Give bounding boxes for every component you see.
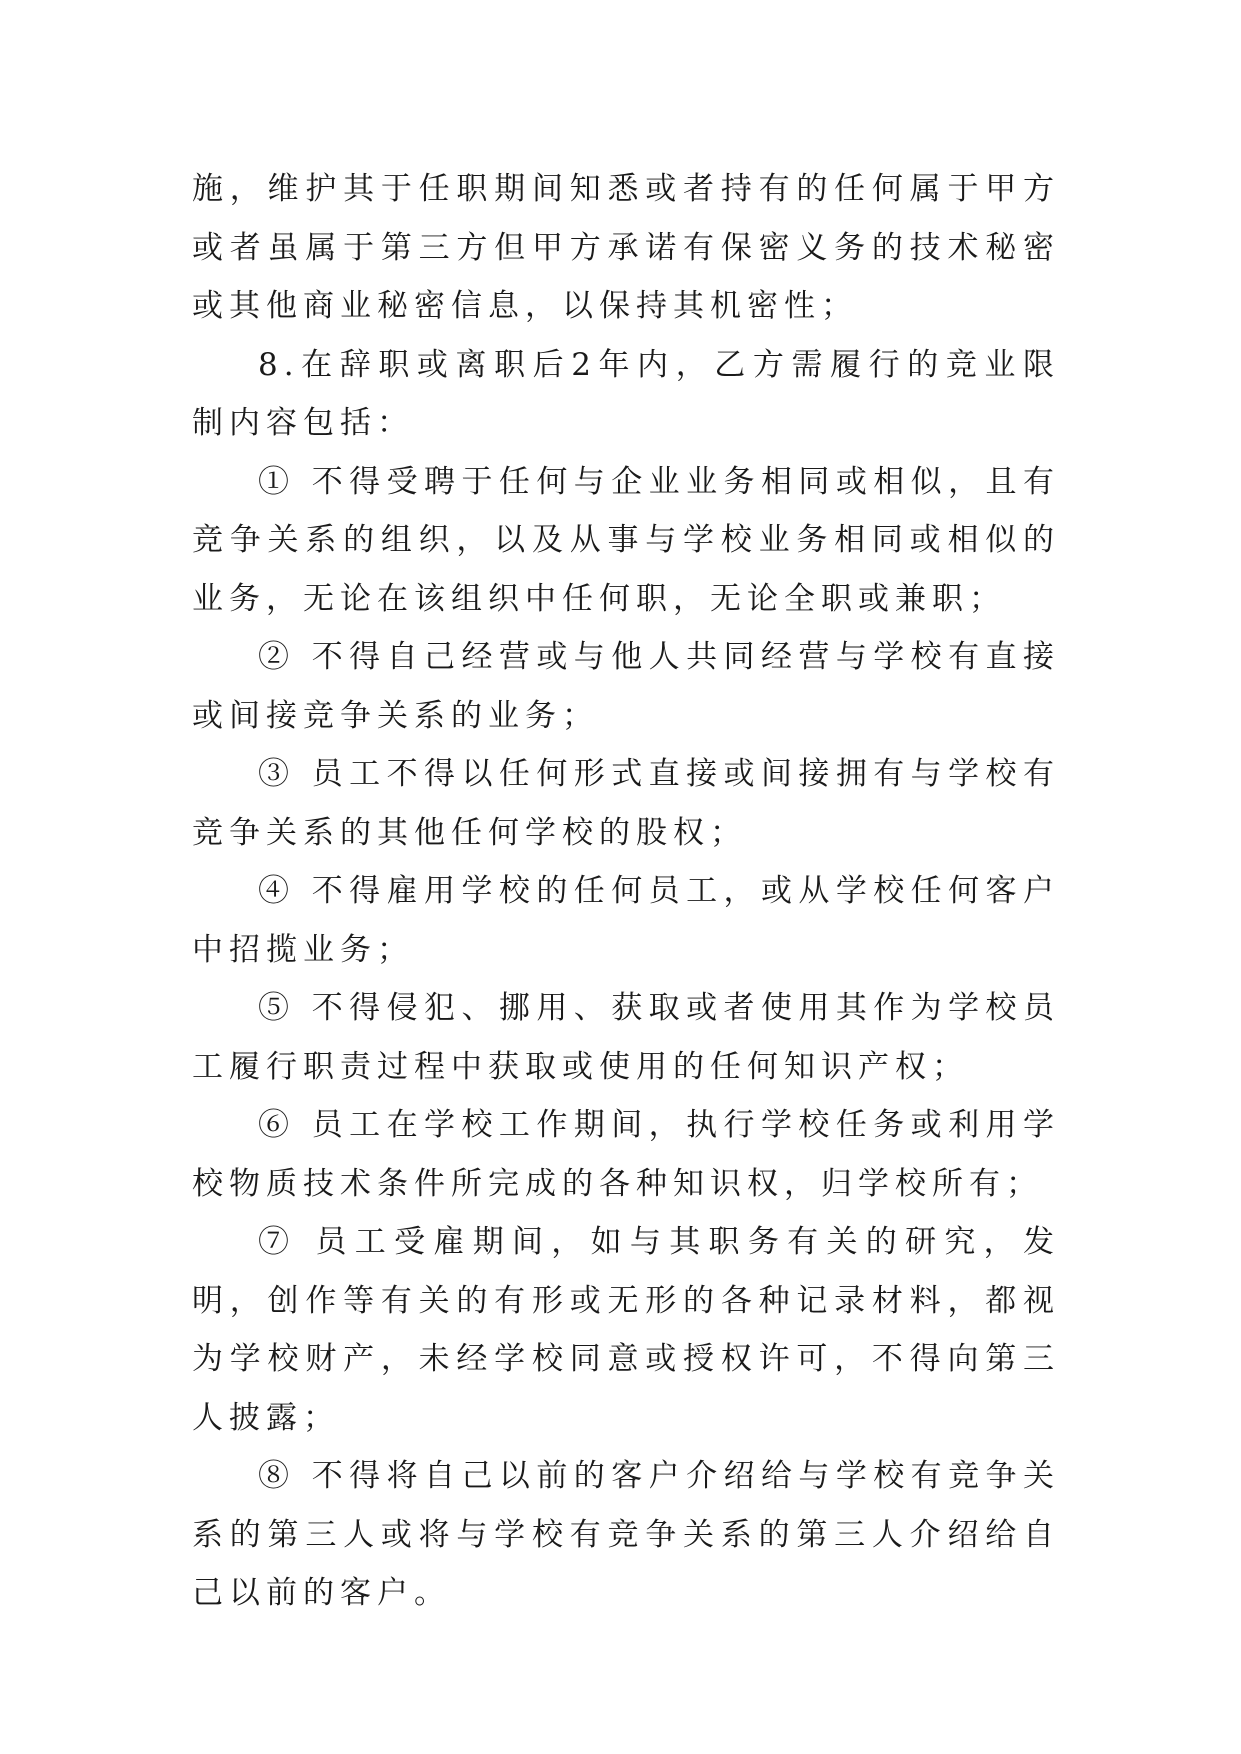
- document-body: [192, 160, 1060, 1623]
- paragraph-continuation: 施，维护其于任职期间知悉或者持有的任何属于甲方或者虽属于第三方但甲方承诺有保密义务的技术秘密或其他商业秘密信息，以保持其机密性；: [192, 171, 1060, 324]
- paragraph-item-6: ⑥ 员工在学校工作期间，执行学校任务或利用学校物质技术条件所完成的各种知识权，归学校所有；: [192, 1107, 1060, 1202]
- paragraph-clause-8: 8.在辞职或离职后2年内，乙方需履行的竞业限制内容包括：: [192, 346, 1060, 441]
- paragraph-item-4: ④ 不得雇用学校的任何员工，或从学校任何客户中招揽业务；: [192, 873, 1060, 968]
- paragraph-item-2: ② 不得自己经营或与他人共同经营与学校有直接或间接竞争关系的业务；: [192, 639, 1060, 734]
- paragraph-item-3: ③ 员工不得以任何形式直接或间接拥有与学校有竞争关系的其他任何学校的股权；: [192, 756, 1060, 851]
- paragraph-item-1: ① 不得受聘于任何与企业业务相同或相似，且有竞争关系的组织，以及从事与学校业务相同或相似的业务，无论在该组织中任何职，无论全职或兼职；: [192, 463, 1060, 617]
- paragraph-item-7: ⑦ 员工受雇期间，如与其职务有关的研究，发明，创作等有关的有形或无形的各种记录材料，都视为学校财产，未经学校同意或授权许可，不得向第三人披露；: [192, 1224, 1060, 1436]
- paragraph-item-5: ⑤ 不得侵犯、挪用、获取或者使用其作为学校员工履行职责过程中获取或使用的任何知识产权；: [192, 990, 1060, 1085]
- paragraph-item-8: ⑧ 不得将自己以前的客户介绍给与学校有竞争关系的第三人或将与学校有竞争关系的第三人介绍给自己以前的客户。: [192, 1458, 1060, 1611]
